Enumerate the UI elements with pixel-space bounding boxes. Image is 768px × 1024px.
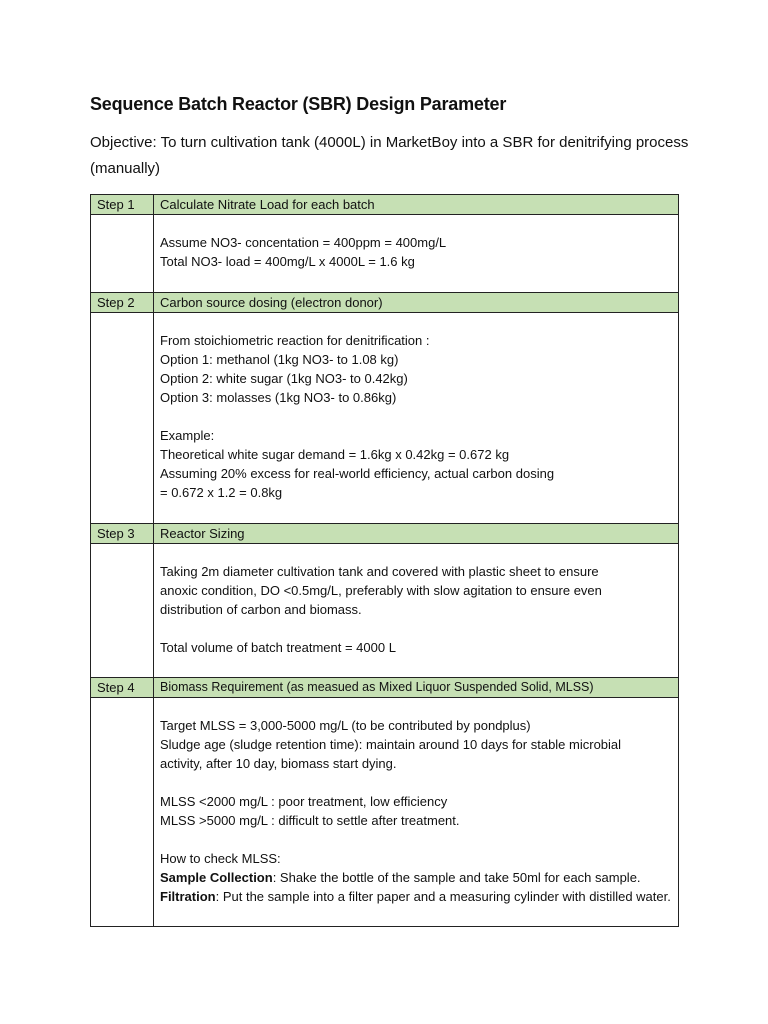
step-label: Step 2 <box>91 293 154 313</box>
content-line: Option 3: molasses (1kg NO3- to 0.86kg) <box>160 390 397 405</box>
content-line: anoxic condition, DO <0.5mg/L, preferably with slow agitation to ensure even <box>160 583 602 598</box>
sample-collection-line <box>160 868 672 887</box>
step-2-header-row <box>91 293 679 313</box>
step-label: Step 3 <box>91 524 154 544</box>
step-2-body-row <box>91 313 679 524</box>
content-line: MLSS >5000 mg/L : difficult to settle after treatment. <box>160 813 460 828</box>
step-3-body-row <box>91 544 679 678</box>
content-line: Assuming 20% excess for real-world efficiency, actual carbon dosing <box>160 466 555 481</box>
filtration-label: Filtration <box>160 889 216 904</box>
content-line: Assume NO3- concentation = 400ppm = 400mg/L <box>160 235 447 250</box>
content-line: = 0.672 x 1.2 = 0.8kg <box>160 485 283 500</box>
content-line: Option 2: white sugar (1kg NO3- to 0.42kg) <box>160 371 408 386</box>
step-1-body-row <box>91 215 679 293</box>
content-line: Option 1: methanol (1kg NO3- to 1.08 kg) <box>160 352 399 367</box>
content-line: How to check MLSS: <box>160 851 281 866</box>
step-heading: Carbon source dosing (electron donor) <box>154 293 679 313</box>
step-content <box>154 544 679 678</box>
step-4-body-row <box>91 698 679 927</box>
objective-text: Objective: To turn cultivation tank (4000L) in MarketBoy into a SBR for denitrifying process (manually) <box>90 134 689 177</box>
design-table <box>90 194 679 927</box>
step-heading: Biomass Requirement (as measued as Mixed Liquor Suspended Solid, MLSS) <box>154 678 679 698</box>
step-1-header-row <box>91 195 679 215</box>
sample-collection-label: Sample Collection <box>160 870 273 885</box>
step-heading: Calculate Nitrate Load for each batch <box>154 195 679 215</box>
step-content <box>154 313 679 524</box>
content-line: Sludge age (sludge retention time): maintain around 10 days for stable microbial <box>160 737 622 752</box>
step-label: Step 1 <box>91 195 154 215</box>
filtration-text: : Put the sample into a filter paper and a measuring cylinder with distilled water. <box>215 889 671 904</box>
content-line: activity, after 10 day, biomass start dying. <box>160 756 397 771</box>
step-heading: Reactor Sizing <box>154 524 679 544</box>
step-label: Step 4 <box>91 678 154 698</box>
content-line: Total NO3- load = 400mg/L x 4000L = 1.6 kg <box>160 254 415 269</box>
content-line: Taking 2m diameter cultivation tank and covered with plastic sheet to ensure <box>160 564 599 579</box>
step-content <box>154 215 679 293</box>
content-line: Theoretical white sugar demand = 1.6kg x 0.42kg = 0.672 kg <box>160 447 510 462</box>
content-line: Target MLSS = 3,000-5000 mg/L (to be contributed by pondplus) <box>160 718 531 733</box>
content-line: Example: <box>160 428 215 443</box>
empty-cell <box>91 215 154 293</box>
content-line: MLSS <2000 mg/L : poor treatment, low efficiency <box>160 794 448 809</box>
content-line: Total volume of batch treatment = 4000 L <box>160 640 396 655</box>
filtration-line <box>160 887 672 906</box>
empty-cell <box>91 313 154 524</box>
sample-collection-text: : Shake the bottle of the sample and take 50ml for each sample. <box>272 870 641 885</box>
page-title: Sequence Batch Reactor (SBR) Design Parameter <box>90 94 507 114</box>
empty-cell <box>91 698 154 927</box>
empty-cell <box>91 544 154 678</box>
step-3-header-row <box>91 524 679 544</box>
step-4-header-row <box>91 678 679 698</box>
step-content <box>154 698 679 927</box>
content-line: distribution of carbon and biomass. <box>160 602 362 617</box>
content-line: From stoichiometric reaction for denitrification : <box>160 333 430 348</box>
